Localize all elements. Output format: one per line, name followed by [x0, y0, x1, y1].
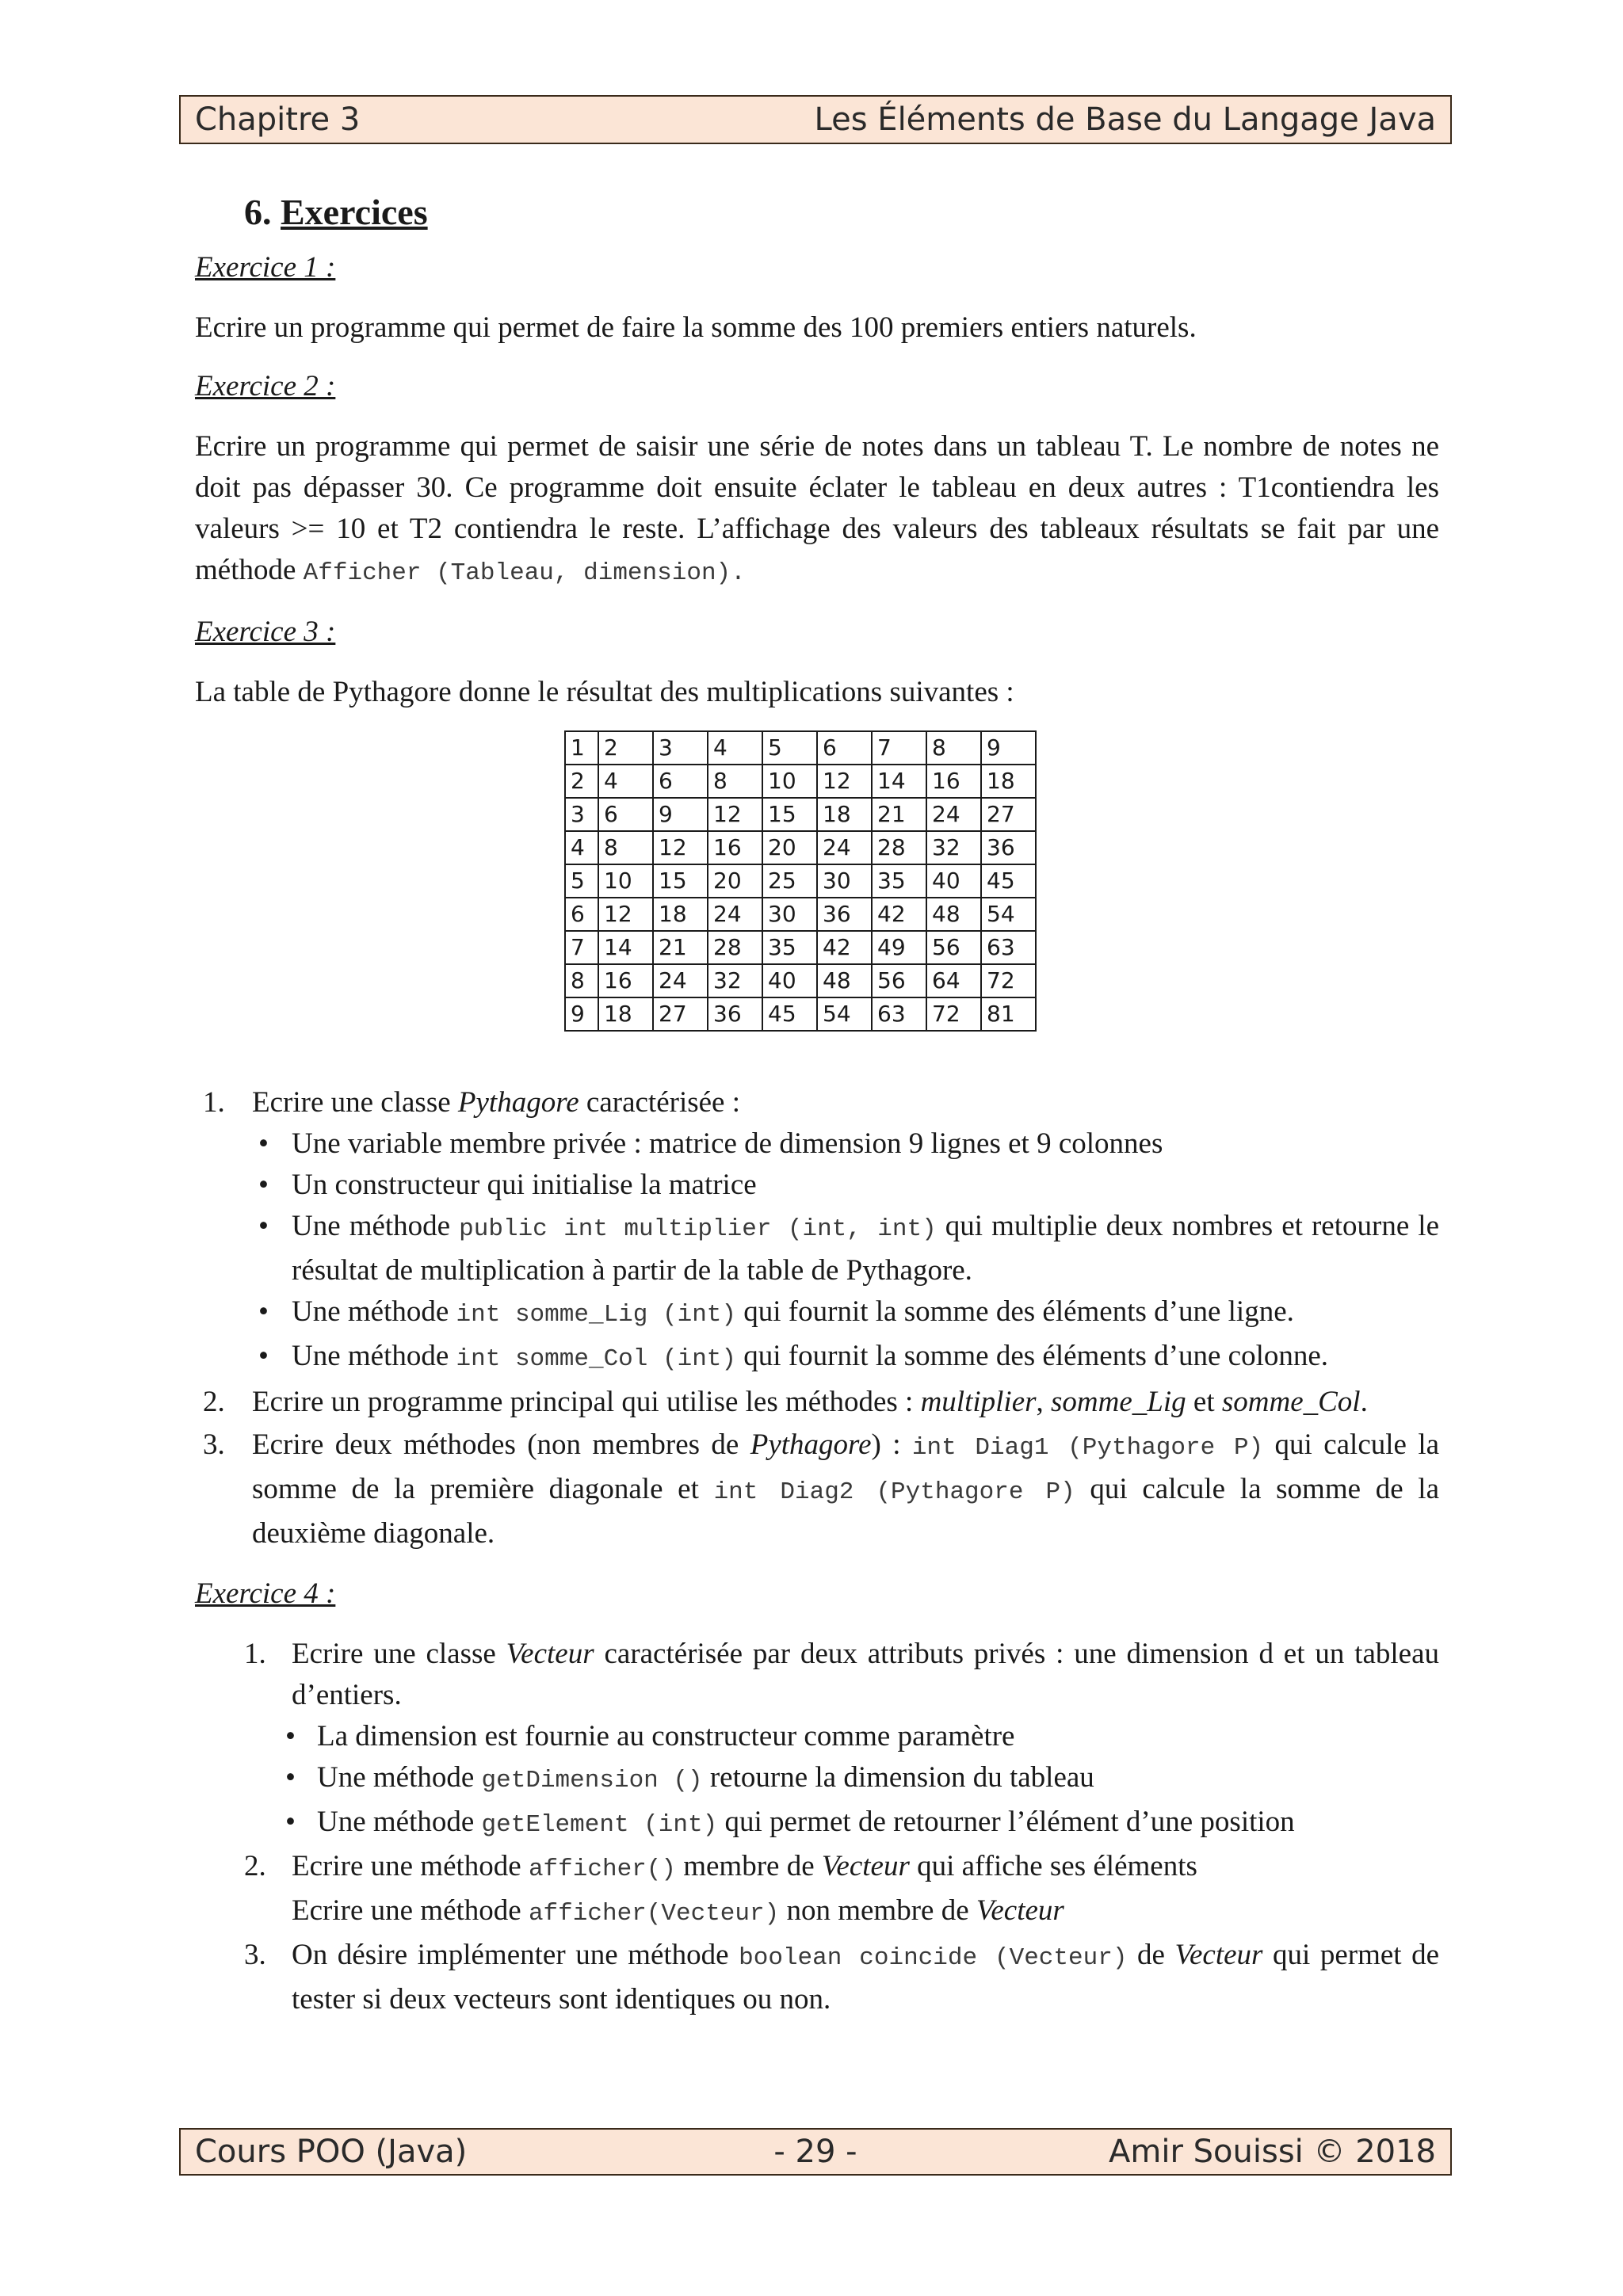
exercise-2-title: Exercice 2 :	[195, 370, 336, 402]
table-cell: 27	[981, 798, 1036, 831]
table-cell: 36	[817, 898, 872, 931]
table-cell: 16	[708, 831, 762, 864]
bullet-item: • Une méthode int somme_Lig (int) qui fournit la somme des éléments d’une ligne.	[258, 1295, 1294, 1329]
q3-text: qui calcule la somme de la deuxième diagonale.	[252, 1473, 1440, 1550]
bullet-item: • Un constructeur qui initialise la matrice	[258, 1169, 757, 1201]
exercise-4-title: Exercice 4 :	[195, 1577, 336, 1610]
footer-page-number: - 29 -	[773, 2134, 857, 2170]
table-cell: 2	[598, 731, 653, 765]
table-cell: 18	[981, 765, 1036, 798]
table-row	[565, 997, 1036, 1031]
page-content	[195, 189, 1439, 2020]
table-cell: 3	[653, 731, 708, 765]
bullet-text: Une méthode	[317, 1806, 475, 1838]
bullet-item: • Une méthode getDimension () retourne la dimension du tableau	[285, 1761, 1094, 1794]
q3-class: Pythagore	[750, 1428, 872, 1461]
table-row	[565, 964, 1036, 997]
q2-code: afficher()	[528, 1855, 676, 1883]
exercise-2-text	[195, 426, 1439, 594]
exercise-4-question-2	[242, 1846, 1439, 1935]
method-name: somme_Col	[1221, 1386, 1361, 1418]
list-number: 2.	[203, 1386, 225, 1418]
q3-text: Ecrire deux méthodes (non membres de	[252, 1428, 739, 1461]
table-cell: 48	[926, 898, 981, 931]
bullet-item: • Une méthode getElement (int) qui permet de retourner l’élément d’une position	[285, 1806, 1295, 1839]
table-cell: 4	[565, 831, 598, 864]
bullet-item: • Une méthode int somme_Col (int) qui fournit la somme des éléments d’une colonne.	[258, 1340, 1329, 1373]
table-row	[565, 731, 1036, 765]
table-cell: 30	[817, 864, 872, 898]
page-header	[179, 95, 1452, 144]
bullet-text: Une méthode	[292, 1295, 449, 1328]
table-cell: 32	[708, 964, 762, 997]
q2-line-2	[292, 1890, 1439, 1935]
table-cell: 15	[653, 864, 708, 898]
section-title-text: Exercices	[281, 192, 428, 232]
bullet-text: qui fournit la somme des éléments d’une ligne.	[743, 1295, 1294, 1328]
bullet-text: qui fournit la somme des éléments d’une colonne.	[743, 1340, 1329, 1372]
method-name: somme_Lig	[1051, 1386, 1186, 1418]
pythagore-table	[564, 730, 1037, 1032]
table-cell: 15	[762, 798, 817, 831]
exercise-2-body: Ecrire un programme qui permet de saisir une série de notes dans un tableau T. Le nombre de notes ne doit pas dépasser 30. Ce programme doit ensuite éclater le tableau en deux autres : T1contiendra les valeurs >= 10 et T2 contiendra le reste. L’affichage des valeurs des tableaux résultats se fait par une méthode	[195, 430, 1439, 586]
q3-code: int Diag2 (Pythagore P)	[713, 1478, 1075, 1506]
table-cell: 10	[762, 765, 817, 798]
exercise-3-title: Exercice 3 :	[195, 616, 336, 648]
table-cell: 54	[817, 997, 872, 1031]
list-number: 3.	[203, 1428, 225, 1461]
bullet-text: La dimension est fournie au constructeur comme paramètre	[317, 1720, 1015, 1753]
bullet-code: int somme_Lig (int)	[456, 1301, 737, 1329]
table-cell: 9	[565, 997, 598, 1031]
exercise-3-question-2: 2. Ecrire un programme principal qui utilise les méthodes : multiplier, somme_Lig et somme_Col.	[195, 1382, 1439, 1423]
table-cell: 16	[926, 765, 981, 798]
q3-text: On désire implémenter une méthode	[292, 1939, 729, 1971]
bullet-text: Une méthode	[317, 1761, 475, 1794]
q2-text: Ecrire une méthode	[292, 1894, 521, 1927]
table-cell: 28	[872, 831, 926, 864]
q2-and: et	[1193, 1386, 1215, 1418]
table-cell: 40	[926, 864, 981, 898]
exercise-1-title: Exercice 1 :	[195, 251, 336, 284]
q2-text: qui affiche ses éléments	[917, 1850, 1197, 1882]
q1-text-post: caractérisée :	[586, 1086, 740, 1119]
table-cell: 8	[598, 831, 653, 864]
q2-class: Vecteur	[976, 1894, 1064, 1927]
table-cell: 20	[762, 831, 817, 864]
table-cell: 8	[926, 731, 981, 765]
table-row	[565, 798, 1036, 831]
q1-class: Vecteur	[506, 1638, 594, 1670]
table-cell: 42	[872, 898, 926, 931]
list-number: 1.	[203, 1086, 225, 1119]
table-cell: 72	[926, 997, 981, 1031]
q2-text: membre de	[683, 1850, 815, 1882]
bullet-text: qui permet de retourner l’élément d’une position	[724, 1806, 1295, 1838]
table-cell: 49	[872, 931, 926, 964]
table-cell: 6	[565, 898, 598, 931]
table-cell: 12	[598, 898, 653, 931]
table-cell: 42	[817, 931, 872, 964]
table-cell: 6	[817, 731, 872, 765]
table-cell: 27	[653, 997, 708, 1031]
q3-text: de	[1136, 1939, 1165, 1971]
table-cell: 72	[981, 964, 1036, 997]
method-name: multiplier	[920, 1386, 1037, 1418]
table-cell: 45	[981, 864, 1036, 898]
q2-line-1	[292, 1846, 1439, 1890]
footer-course: Cours POO (Java)	[195, 2134, 468, 2170]
q3-text: ) :	[871, 1428, 901, 1461]
table-cell: 18	[817, 798, 872, 831]
bullet-code: getElement (int)	[481, 1811, 718, 1839]
table-cell: 16	[598, 964, 653, 997]
table-cell: 28	[708, 931, 762, 964]
table-cell: 9	[653, 798, 708, 831]
q2-text: Ecrire une méthode	[292, 1850, 521, 1882]
table-cell: 56	[926, 931, 981, 964]
table-cell: 4	[708, 731, 762, 765]
table-cell: 18	[598, 997, 653, 1031]
exercise-4-question-1	[242, 1634, 1439, 1846]
q1-class: Pythagore	[457, 1086, 579, 1119]
bullet-text: qui multiplie deux nombres et retourne le résultat de multiplication à partir de la table de Pythagore.	[292, 1210, 1440, 1287]
table-cell: 45	[762, 997, 817, 1031]
table-cell: 6	[653, 765, 708, 798]
table-cell: 7	[565, 931, 598, 964]
chapter-label: Chapitre 3	[195, 101, 361, 138]
table-cell: 30	[762, 898, 817, 931]
list-number: 2.	[244, 1850, 266, 1882]
q3-text: qui permet de tester si deux vecteurs sont identiques ou non.	[292, 1939, 1440, 2016]
section-title	[244, 189, 1439, 236]
table-cell: 21	[872, 798, 926, 831]
table-cell: 18	[653, 898, 708, 931]
q2-code: afficher(Vecteur)	[528, 1900, 780, 1928]
table-cell: 8	[565, 964, 598, 997]
q1-bullets	[252, 1123, 1439, 1380]
table-cell: 24	[653, 964, 708, 997]
table-cell: 3	[565, 798, 598, 831]
exercise-3-questions	[195, 1082, 1439, 1554]
table-cell: 24	[817, 831, 872, 864]
table-cell: 7	[872, 731, 926, 765]
bullet-text: Une méthode	[292, 1340, 449, 1372]
table-cell: 10	[598, 864, 653, 898]
table-cell: 63	[981, 931, 1036, 964]
table-cell: 36	[708, 997, 762, 1031]
table-cell: 35	[872, 864, 926, 898]
exercise-4-question-3	[242, 1935, 1439, 2020]
q2-text: Ecrire un programme principal qui utilise les méthodes :	[252, 1386, 914, 1418]
table-cell: 21	[653, 931, 708, 964]
q3-text: qui calcule la somme de la première diagonale et	[252, 1428, 1440, 1505]
bullet-text: Une variable membre privée : matrice de dimension 9 lignes et 9 colonnes	[292, 1127, 1163, 1160]
q2-text: non membre de	[786, 1894, 969, 1927]
table-row	[565, 765, 1036, 798]
list-number: 1.	[244, 1638, 266, 1670]
bullet-item: • Une variable membre privée : matrice de dimension 9 lignes et 9 colonnes	[258, 1127, 1163, 1160]
table-cell: 24	[926, 798, 981, 831]
table-cell: 12	[708, 798, 762, 831]
table-cell: 25	[762, 864, 817, 898]
table-cell: 4	[598, 765, 653, 798]
table-cell: 9	[981, 731, 1036, 765]
table-cell: 2	[565, 765, 598, 798]
table-cell: 36	[981, 831, 1036, 864]
table-cell: 56	[872, 964, 926, 997]
table-cell: 32	[926, 831, 981, 864]
table-cell: 20	[708, 864, 762, 898]
bullet-code: getDimension ()	[481, 1767, 703, 1794]
table-cell: 5	[762, 731, 817, 765]
table-cell: 63	[872, 997, 926, 1031]
q1-text: Ecrire une classe	[252, 1086, 451, 1119]
table-cell: 24	[708, 898, 762, 931]
table-cell: 14	[872, 765, 926, 798]
exercise-2-code: Afficher (Tableau, dimension).	[303, 559, 746, 587]
table-row	[565, 898, 1036, 931]
table-cell: 48	[817, 964, 872, 997]
q2-class: Vecteur	[821, 1850, 910, 1882]
exercise-3-question-3	[195, 1425, 1439, 1554]
table-cell: 6	[598, 798, 653, 831]
table-cell: 12	[817, 765, 872, 798]
table-row	[565, 864, 1036, 898]
q1-bullets	[273, 1716, 1439, 1846]
q3-code: int Diag1 (Pythagore P)	[911, 1434, 1264, 1462]
table-cell: 54	[981, 898, 1036, 931]
bullet-code: int somme_Col (int)	[456, 1345, 737, 1373]
exercise-3-intro: La table de Pythagore donne le résultat des multiplications suivantes :	[195, 676, 1014, 708]
exercise-3-question-1	[195, 1082, 1439, 1380]
table-cell: 1	[565, 731, 598, 765]
q3-code: boolean coincide (Vecteur)	[739, 1944, 1128, 1972]
exercise-4-questions	[242, 1634, 1439, 2020]
bullet-code: public int multiplier (int, int)	[459, 1215, 937, 1243]
bullet-text: retourne la dimension du tableau	[709, 1761, 1094, 1794]
table-row	[565, 831, 1036, 864]
section-number: 6.	[244, 192, 272, 232]
table-cell: 5	[565, 864, 598, 898]
exercise-1-text: Ecrire un programme qui permet de faire la somme des 100 premiers entiers naturels.	[195, 311, 1197, 344]
q3-class: Vecteur	[1174, 1939, 1263, 1971]
table-cell: 35	[762, 931, 817, 964]
bullet-text: Une méthode	[292, 1210, 451, 1242]
table-cell: 40	[762, 964, 817, 997]
table-cell: 81	[981, 997, 1036, 1031]
bullet-item: • Une méthode public int multiplier (int, int) qui multiplie deux nombres et retourne le résultat de multiplication à partir de la table de Pythagore.	[258, 1210, 1440, 1287]
table-cell: 64	[926, 964, 981, 997]
table-cell: 14	[598, 931, 653, 964]
bullet-item: • La dimension est fournie au constructeur comme paramètre	[285, 1720, 1015, 1753]
footer-author: Amir Souissi © 2018	[1109, 2134, 1436, 2170]
q1-text-post: caractérisée par deux attributs privés : une dimension d et un tableau d’entiers.	[292, 1638, 1440, 1711]
list-number: 3.	[244, 1939, 266, 1971]
table-cell: 8	[708, 765, 762, 798]
page-footer	[179, 2128, 1452, 2176]
table-row	[565, 931, 1036, 964]
chapter-title: Les Éléments de Base du Langage Java	[814, 101, 1436, 138]
table-cell: 12	[653, 831, 708, 864]
bullet-text: Un constructeur qui initialise la matrice	[292, 1169, 757, 1201]
q1-text: Ecrire une classe	[292, 1638, 496, 1670]
